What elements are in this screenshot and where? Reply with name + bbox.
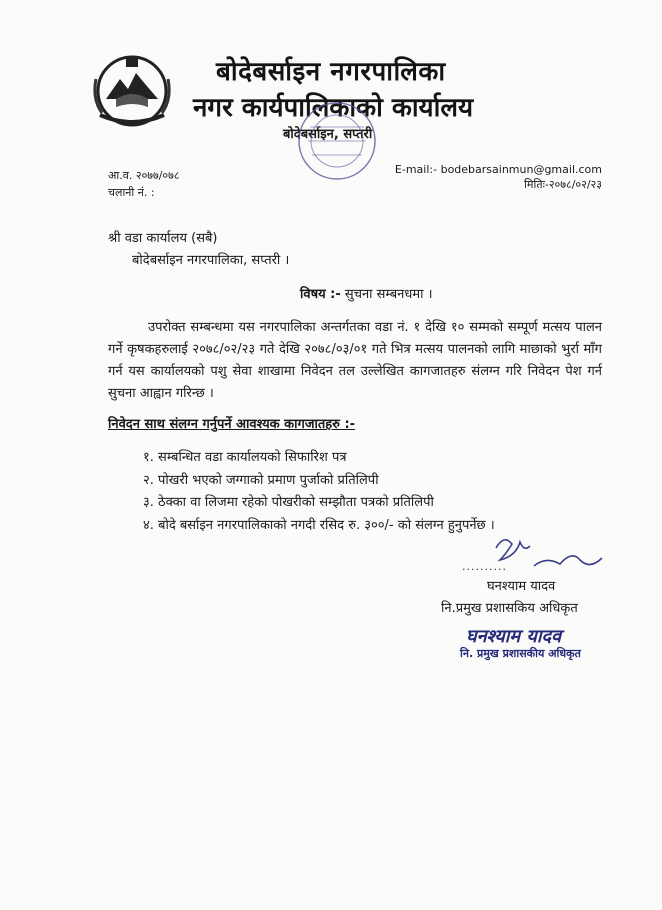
subject-text: सुचना सम्बनधमा । [344, 287, 433, 302]
notice-body: उपरोक्त सम्बन्धमा यस नगरपालिका अन्तर्गतका वडा नं. १ देखि १० सम्मको सम्पूर्ण मत्सय पालन गर्ने कृषकहरुलाई २०७८/०२/२३ गते देखि २०७८/०३/०१ गते भित्र मत्सय पालनको लागि माछाको भुर्रा माँग गर्न यस कार्यालयको पशु सेवा शाखामा निवेदन तल उल्लेखित कागजातहरु संलग्न गरि निवेदन पेश गर्न सुचना आह्वान गरिन्छ । [108, 320, 602, 401]
reference-block [108, 167, 180, 201]
addressee-line-1: श्री वडा कार्यालय (सबै) [108, 231, 218, 246]
requirements-list [143, 447, 495, 537]
requirements-heading: निवेदन साथ संलग्न गर्नुपर्ने आवश्यक कागजातहरु :- [108, 417, 356, 432]
list-item: ४. बोदे बर्साइन नगरपालिकाको नगदी रसिद रु. ३००/- को संलग्न हुनुपर्नेछ । [143, 517, 495, 533]
office-seal-icon [292, 97, 382, 185]
email-address: E-mail:- bodebarsainmun@gmail.com [394, 163, 602, 176]
signatory-title: नि.प्रमुख प्रशासकिय अधिकृत [441, 601, 578, 616]
signature-line: .......... [462, 560, 507, 573]
fiscal-year: आ.व. २०७७/०७८ [108, 169, 180, 182]
title-stamp: नि. प्रमुख प्रशासकीय अधिकृत [460, 647, 581, 660]
list-item: ३. ठेक्का वा लिजमा रहेको पोखरीको सम्झौता पत्रको प्रतिलिपी [143, 495, 434, 510]
subject-label: विषय :- [300, 287, 341, 302]
contact-block [395, 162, 602, 192]
office-name: नगर कार्यपालिकाको कार्यालय [193, 93, 474, 123]
organization-name: बोदेबर्साइन नगरपालिका [216, 57, 446, 87]
letter-date: मितिः-२०७८/०२/२३ [524, 178, 602, 191]
signatory-name: घनश्याम यादव [487, 579, 556, 594]
dispatch-number: चलानी नं. : [108, 186, 155, 199]
list-item: १. सम्बन्धित वडा कार्यालयको सिफारिश पत्र [143, 450, 347, 465]
name-stamp: घनश्याम यादव [466, 626, 562, 647]
addressee-line-2: बोदेबर्साइन नगरपालिका, सप्तरी । [132, 253, 290, 268]
nepal-government-emblem-icon [86, 49, 178, 131]
addressee-block [108, 228, 289, 272]
list-item: २. पोखरी भएको जग्गाको प्रमाण पुर्जाको प्रतिलिपी [143, 472, 379, 488]
office-place: बोदेबर्साइन, सप्तरी [283, 127, 373, 142]
subject-line [300, 284, 433, 302]
